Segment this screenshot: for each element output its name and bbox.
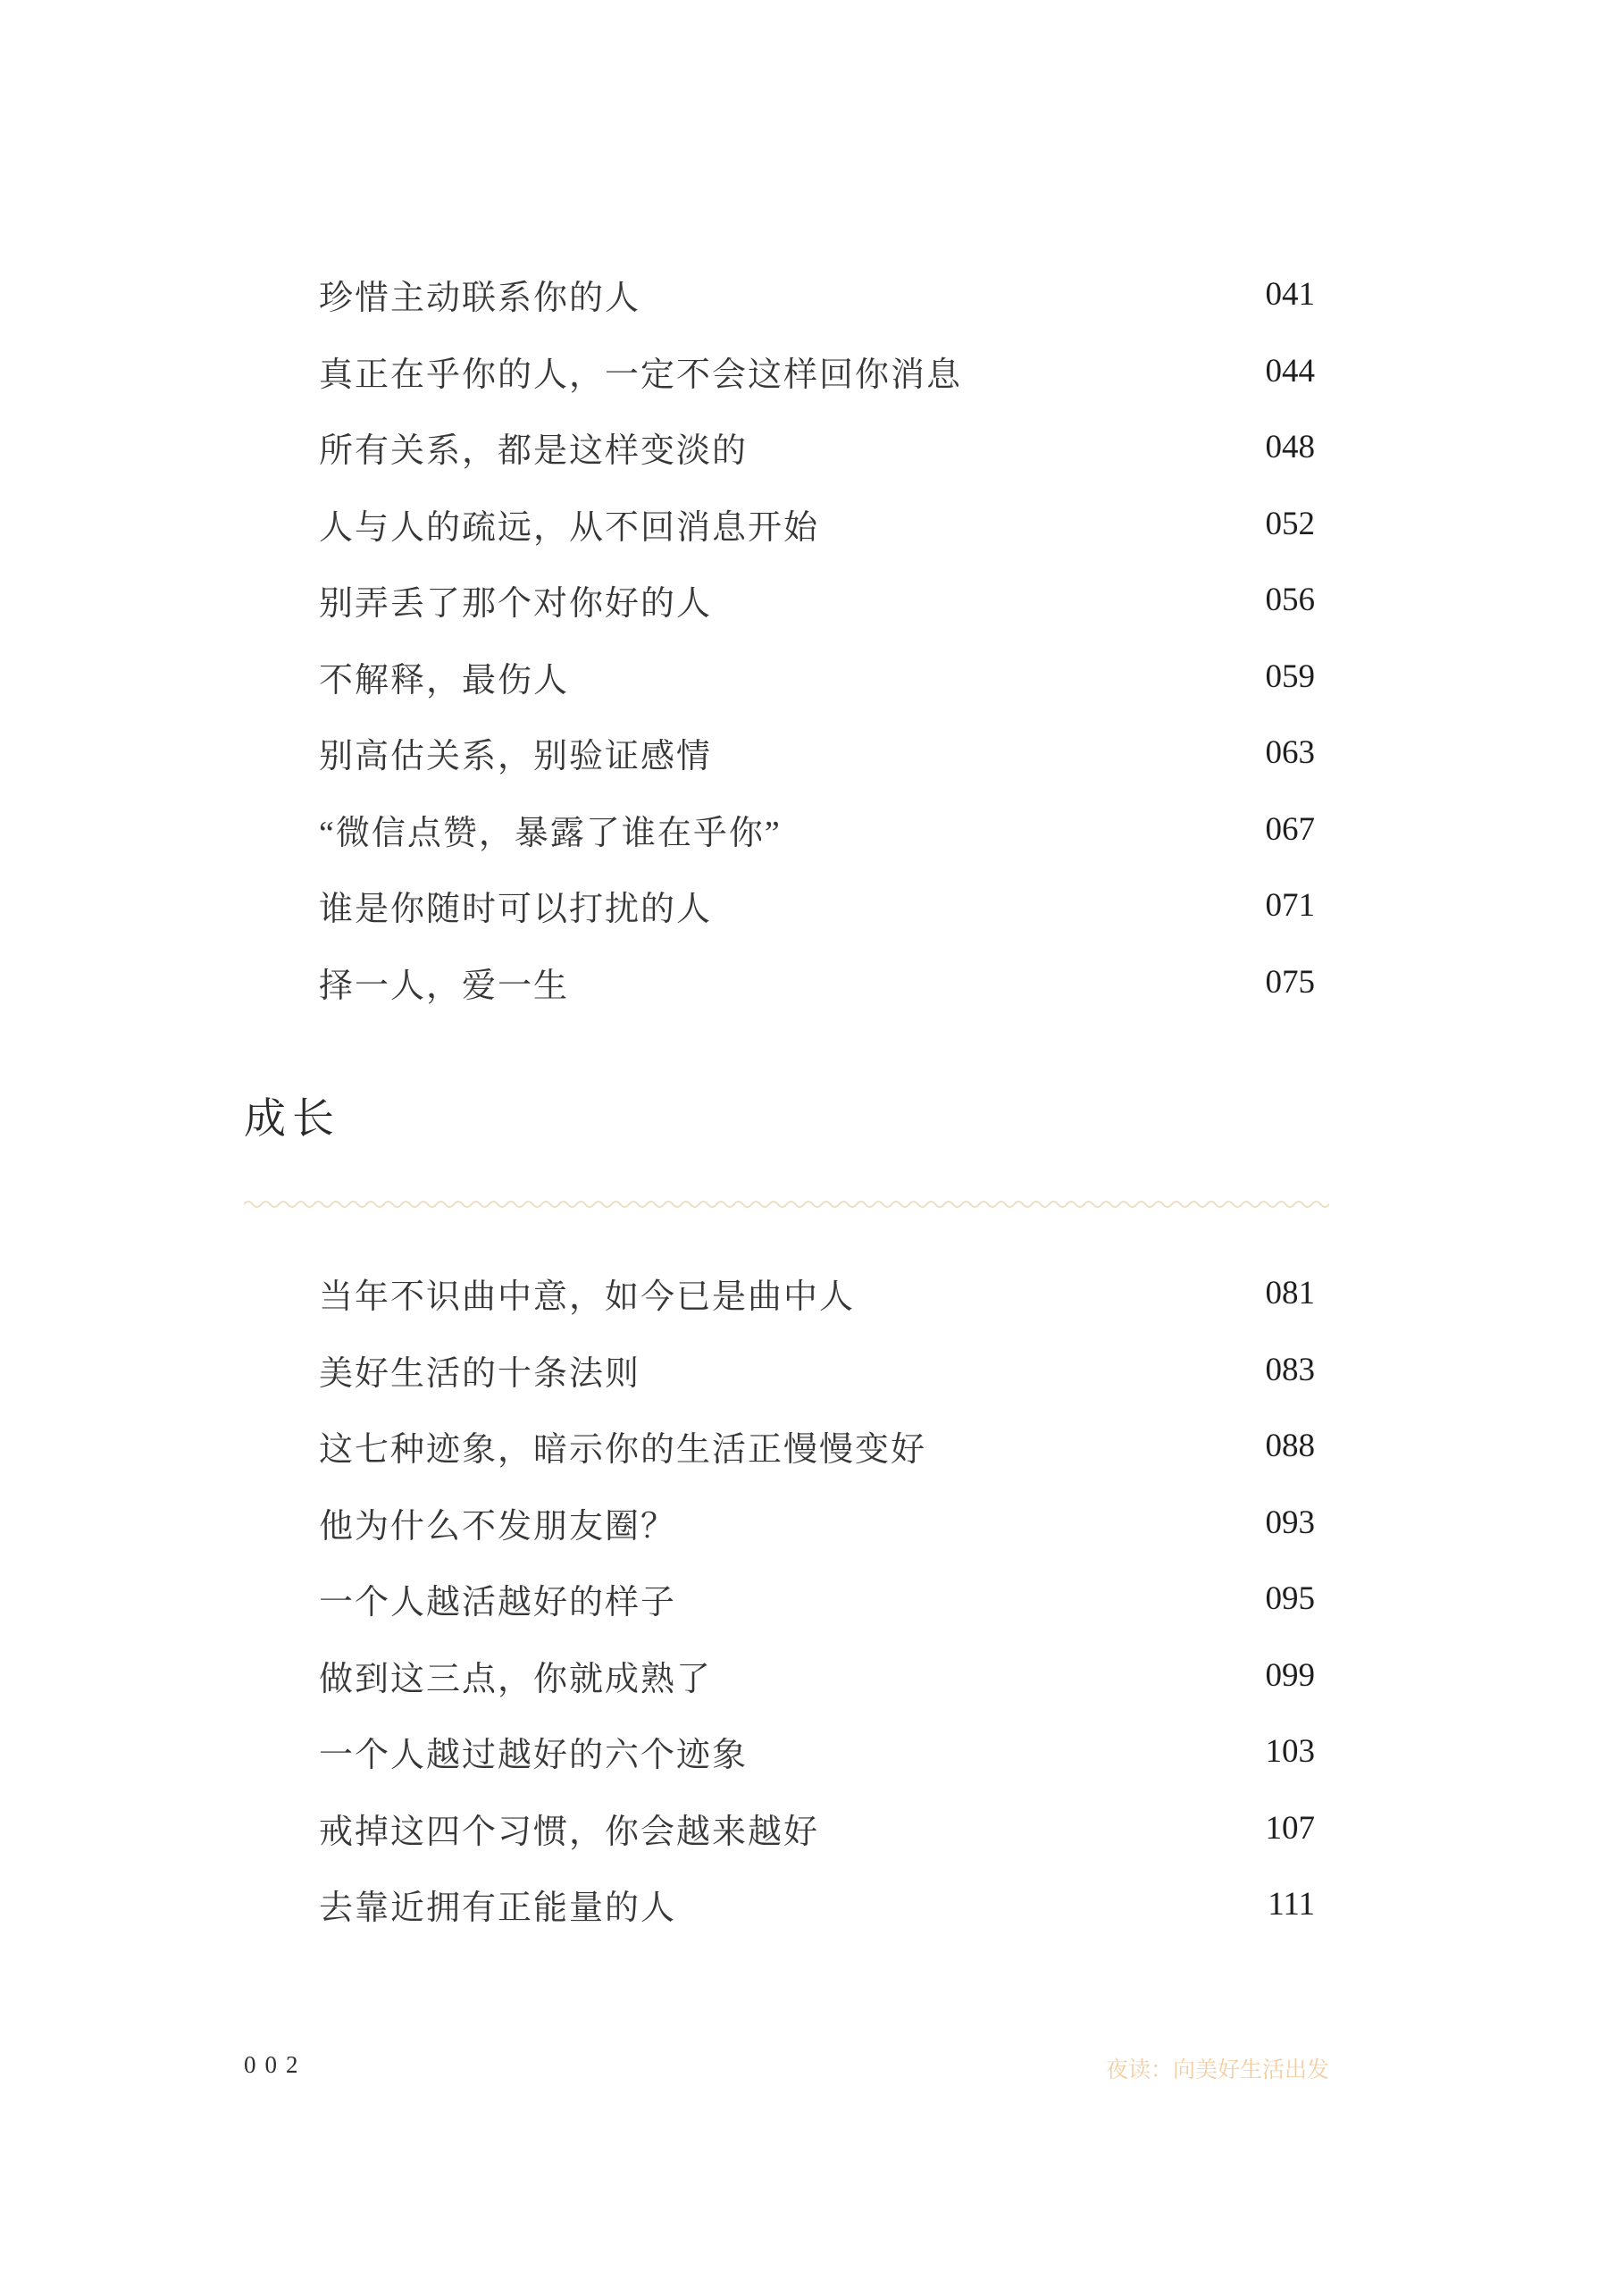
chapter-page-number: 048: [1265, 429, 1315, 466]
chapter-title: 真正在乎你的人，一定不会这样回你消息: [319, 356, 963, 394]
chapter-title: 做到这三点，你就成熟了: [319, 1660, 713, 1698]
toc-entry[interactable]: [319, 792, 1315, 868]
toc-entry[interactable]: [319, 1408, 1315, 1485]
footer-running-title: 夜读：向美好生活出发: [1105, 2057, 1329, 2082]
chapter-title: 他为什么不发朋友圈？: [319, 1507, 677, 1546]
chapter-page-number: 063: [1265, 734, 1315, 772]
toc-entry[interactable]: [319, 562, 1315, 639]
wavy-divider: [244, 1198, 1329, 1211]
chapter-title: 美好生活的十条法则: [319, 1354, 641, 1393]
toc-entry[interactable]: [319, 409, 1315, 486]
toc-entry[interactable]: [319, 944, 1315, 1021]
chapter-page-number: 111: [1268, 1886, 1315, 1923]
chapter-title: 戒掉这四个习惯，你会越来越好: [319, 1813, 820, 1851]
section-header-growth: 成长: [244, 1094, 340, 1142]
chapter-title: 一个人越过越好的六个迹象: [319, 1737, 749, 1775]
chapter-title: 别弄丢了那个对你好的人: [319, 585, 713, 624]
toc-entry[interactable]: [319, 486, 1315, 563]
chapter-title: 人与人的疏远，从不回消息开始: [319, 508, 820, 547]
chapter-title: 去靠近拥有正能量的人: [319, 1889, 677, 1928]
toc-entry[interactable]: [319, 1485, 1315, 1562]
chapter-title: 一个人越活越好的样子: [319, 1584, 677, 1622]
chapter-page-number: 107: [1265, 1809, 1315, 1847]
toc-list-section-2: [319, 1255, 1315, 1943]
chapter-page-number: 083: [1265, 1351, 1315, 1388]
toc-entry[interactable]: [319, 639, 1315, 716]
toc-entry[interactable]: [319, 1561, 1315, 1638]
toc-list-section-1: [319, 256, 1315, 1020]
chapter-page-number: 095: [1265, 1580, 1315, 1618]
chapter-title: 这七种迹象，暗示你的生活正慢慢变好: [319, 1431, 927, 1470]
chapter-title: 择一人，爱一生: [319, 967, 570, 1005]
toc-entry[interactable]: [319, 1638, 1315, 1714]
footer-page-number: 002: [244, 2051, 307, 2078]
chapter-title: 谁是你随时可以打扰的人: [319, 891, 713, 929]
chapter-page-number: 067: [1265, 810, 1315, 848]
toc-entry[interactable]: [319, 1790, 1315, 1867]
toc-entry[interactable]: [319, 1866, 1315, 1943]
chapter-page-number: 044: [1265, 352, 1315, 390]
toc-entry[interactable]: [319, 1255, 1315, 1332]
chapter-title: 所有关系，都是这样变淡的: [319, 432, 749, 471]
chapter-page-number: 103: [1265, 1733, 1315, 1771]
chapter-page-number: 056: [1265, 582, 1315, 619]
chapter-title: “微信点赞，暴露了谁在乎你”: [319, 814, 782, 852]
toc-entry[interactable]: [319, 333, 1315, 410]
toc-entry[interactable]: [319, 1332, 1315, 1409]
chapter-page-number: 081: [1265, 1275, 1315, 1312]
toc-entry[interactable]: [319, 256, 1315, 333]
toc-entry[interactable]: [319, 1713, 1315, 1790]
chapter-page-number: 099: [1265, 1656, 1315, 1694]
chapter-title: 不解释，最伤人: [319, 661, 570, 700]
chapter-page-number: 093: [1265, 1504, 1315, 1541]
toc-entry[interactable]: [319, 867, 1315, 944]
chapter-title: 当年不识曲中意，如今已是曲中人: [319, 1278, 856, 1317]
chapter-page-number: 088: [1265, 1428, 1315, 1465]
chapter-title: 别高估关系，别验证感情: [319, 738, 713, 776]
chapter-page-number: 041: [1265, 276, 1315, 314]
toc-entry[interactable]: [319, 715, 1315, 792]
chapter-page-number: 059: [1265, 658, 1315, 695]
chapter-page-number: 075: [1265, 963, 1315, 1001]
chapter-page-number: 052: [1265, 505, 1315, 542]
chapter-title: 珍惜主动联系你的人: [319, 280, 641, 318]
wavy-divider-path: [244, 1202, 1329, 1207]
chapter-page-number: 071: [1265, 887, 1315, 925]
